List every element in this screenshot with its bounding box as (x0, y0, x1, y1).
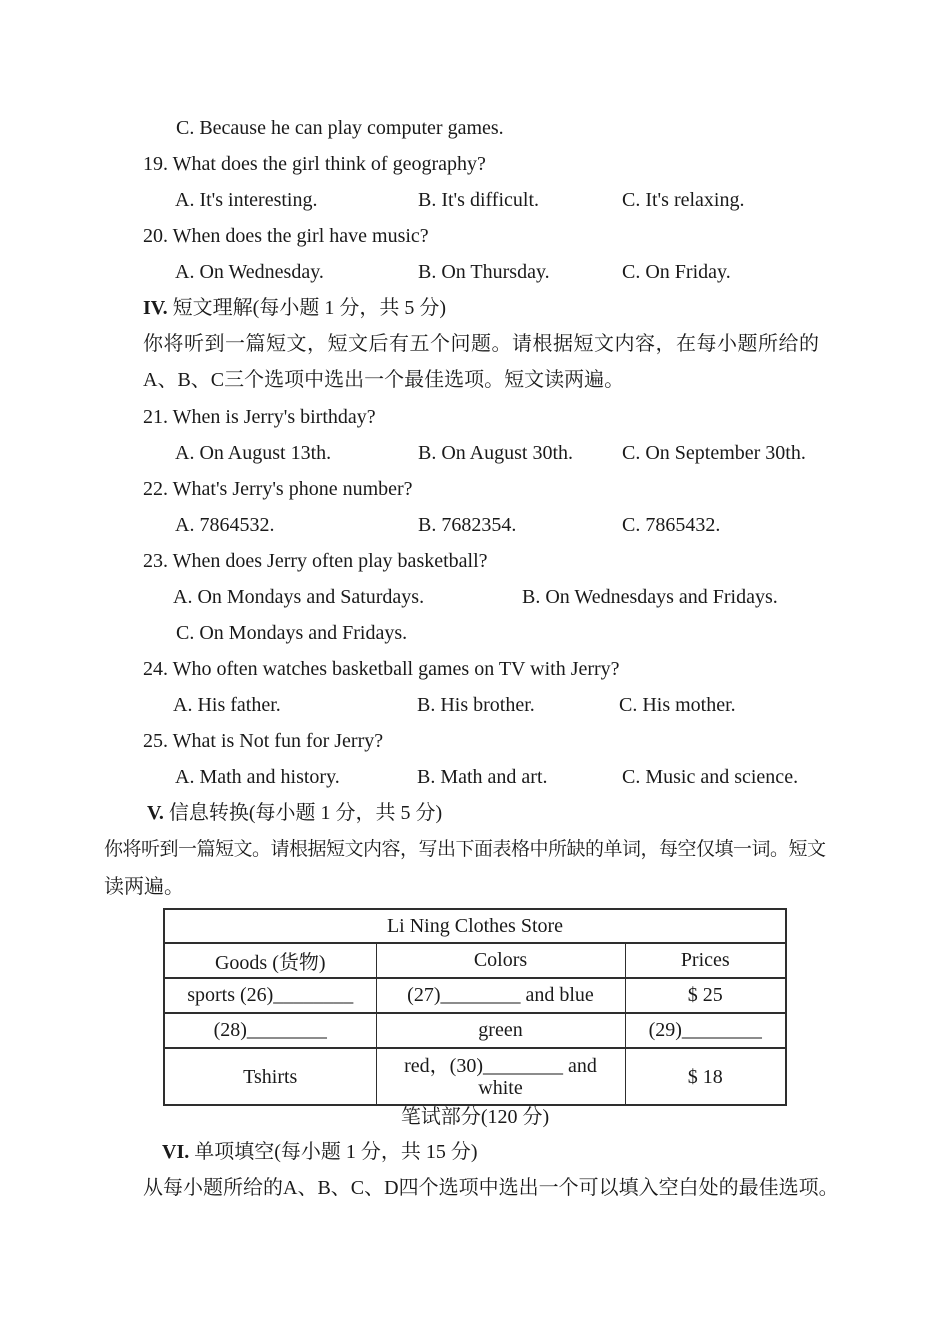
table-row (164, 1048, 786, 1105)
cell-goods-tshirts: Tshirts (164, 1048, 376, 1105)
cell-price-25: $ 25 (625, 978, 786, 1013)
q20-option-b: B. On Thursday. (418, 261, 550, 283)
q25-option-c: C. Music and science. (622, 766, 799, 788)
written-part-title: 笔试部分(120 分) (400, 1106, 550, 1128)
q25-option-b: B. Math and art. (417, 766, 548, 788)
q21-stem: 21. When is Jerry's birthday? (143, 406, 376, 428)
q24-option-a: A. His father. (173, 694, 281, 716)
cell-colors-30-line2: white (478, 1076, 523, 1099)
section-iv-heading (143, 293, 446, 323)
table-header-goods: Goods (货物) (164, 943, 376, 978)
cell-colors-green: green (376, 1013, 625, 1048)
q20-option-c: C. On Friday. (622, 261, 731, 283)
cell-goods-26: sports (26)________ (164, 978, 376, 1013)
q22-option-b: B. 7682354. (418, 514, 517, 536)
q20-stem: 20. When does the girl have music? (143, 225, 429, 247)
q19-option-c: C. It's relaxing. (622, 189, 745, 211)
q24-stem: 24. Who often watches basketball games on TV with Jerry? (143, 658, 620, 680)
section-v-heading (147, 798, 442, 828)
q23-option-a: A. On Mondays and Saturdays. (173, 586, 425, 608)
section-iv-numeral: IV. (143, 297, 168, 319)
section-vi-instructions: 从每小题所给的A、B、C、D四个选项中选出一个可以填入空白处的最佳选项。 (143, 1177, 839, 1199)
q23-stem: 23. When does Jerry often play basketball? (143, 550, 488, 572)
q19-option-b: B. It's difficult. (418, 189, 540, 211)
q24-option-b: B. His brother. (417, 694, 535, 716)
q21-option-a: A. On August 13th. (175, 442, 332, 464)
q23-option-b: B. On Wednesdays and Fridays. (522, 586, 778, 608)
section-iv-instructions-line2: A、B、C三个选项中选出一个最佳选项。短文读两遍。 (143, 369, 625, 391)
section-vi-title: 单项填空(每小题 1 分，共 15 分) (194, 1141, 478, 1163)
section-v-instructions-line2: 读两遍。 (104, 876, 184, 898)
cell-price-29: (29)________ (625, 1013, 786, 1048)
cell-colors-30-line1: red，(30)________ and (404, 1054, 597, 1077)
table-header-prices: Prices (625, 943, 786, 978)
q25-option-a: A. Math and history. (175, 766, 340, 788)
q22-stem: 22. What's Jerry's phone number? (143, 478, 413, 500)
table-row (164, 1013, 786, 1048)
q22-option-c: C. 7865432. (622, 514, 721, 536)
cell-colors-27: (27)________ and blue (376, 978, 625, 1013)
q21-option-b: B. On August 30th. (418, 442, 574, 464)
table-title: Li Ning Clothes Store (164, 909, 786, 943)
q23-option-c: C. On Mondays and Fridays. (176, 622, 408, 644)
q19-stem: 19. What does the girl think of geography? (143, 153, 486, 175)
q24-option-c: C. His mother. (619, 694, 736, 716)
section-v-numeral: V. (147, 802, 164, 824)
q25-stem: 25. What is Not fun for Jerry? (143, 730, 384, 752)
q18-option-c: C. Because he can play computer games. (176, 117, 504, 139)
table-row (164, 978, 786, 1013)
cell-goods-28: (28)________ (164, 1013, 376, 1048)
cell-colors-30 (376, 1048, 625, 1105)
cell-price-18: $ 18 (625, 1048, 786, 1105)
section-v-title: 信息转换(每小题 1 分，共 5 分) (168, 802, 443, 824)
section-vi-heading (162, 1137, 478, 1167)
q21-option-c: C. On September 30th. (622, 442, 806, 464)
q19-option-a: A. It's interesting. (175, 189, 318, 211)
clothes-store-table (163, 908, 787, 1106)
section-v-instructions-line1: 你将听到一篇短文。请根据短文内容，写出下面表格中所缺的单词，每空仅填一词。短文 (104, 839, 826, 860)
table-header-colors: Colors (376, 943, 625, 978)
q20-option-a: A. On Wednesday. (175, 261, 324, 283)
section-iv-instructions-line1: 你将听到一篇短文，短文后有五个问题。请根据短文内容，在每小题所给的 (143, 333, 820, 355)
section-iv-title: 短文理解(每小题 1 分，共 5 分) (172, 297, 446, 319)
section-vi-numeral: VI. (162, 1141, 190, 1163)
q22-option-a: A. 7864532. (175, 514, 275, 536)
